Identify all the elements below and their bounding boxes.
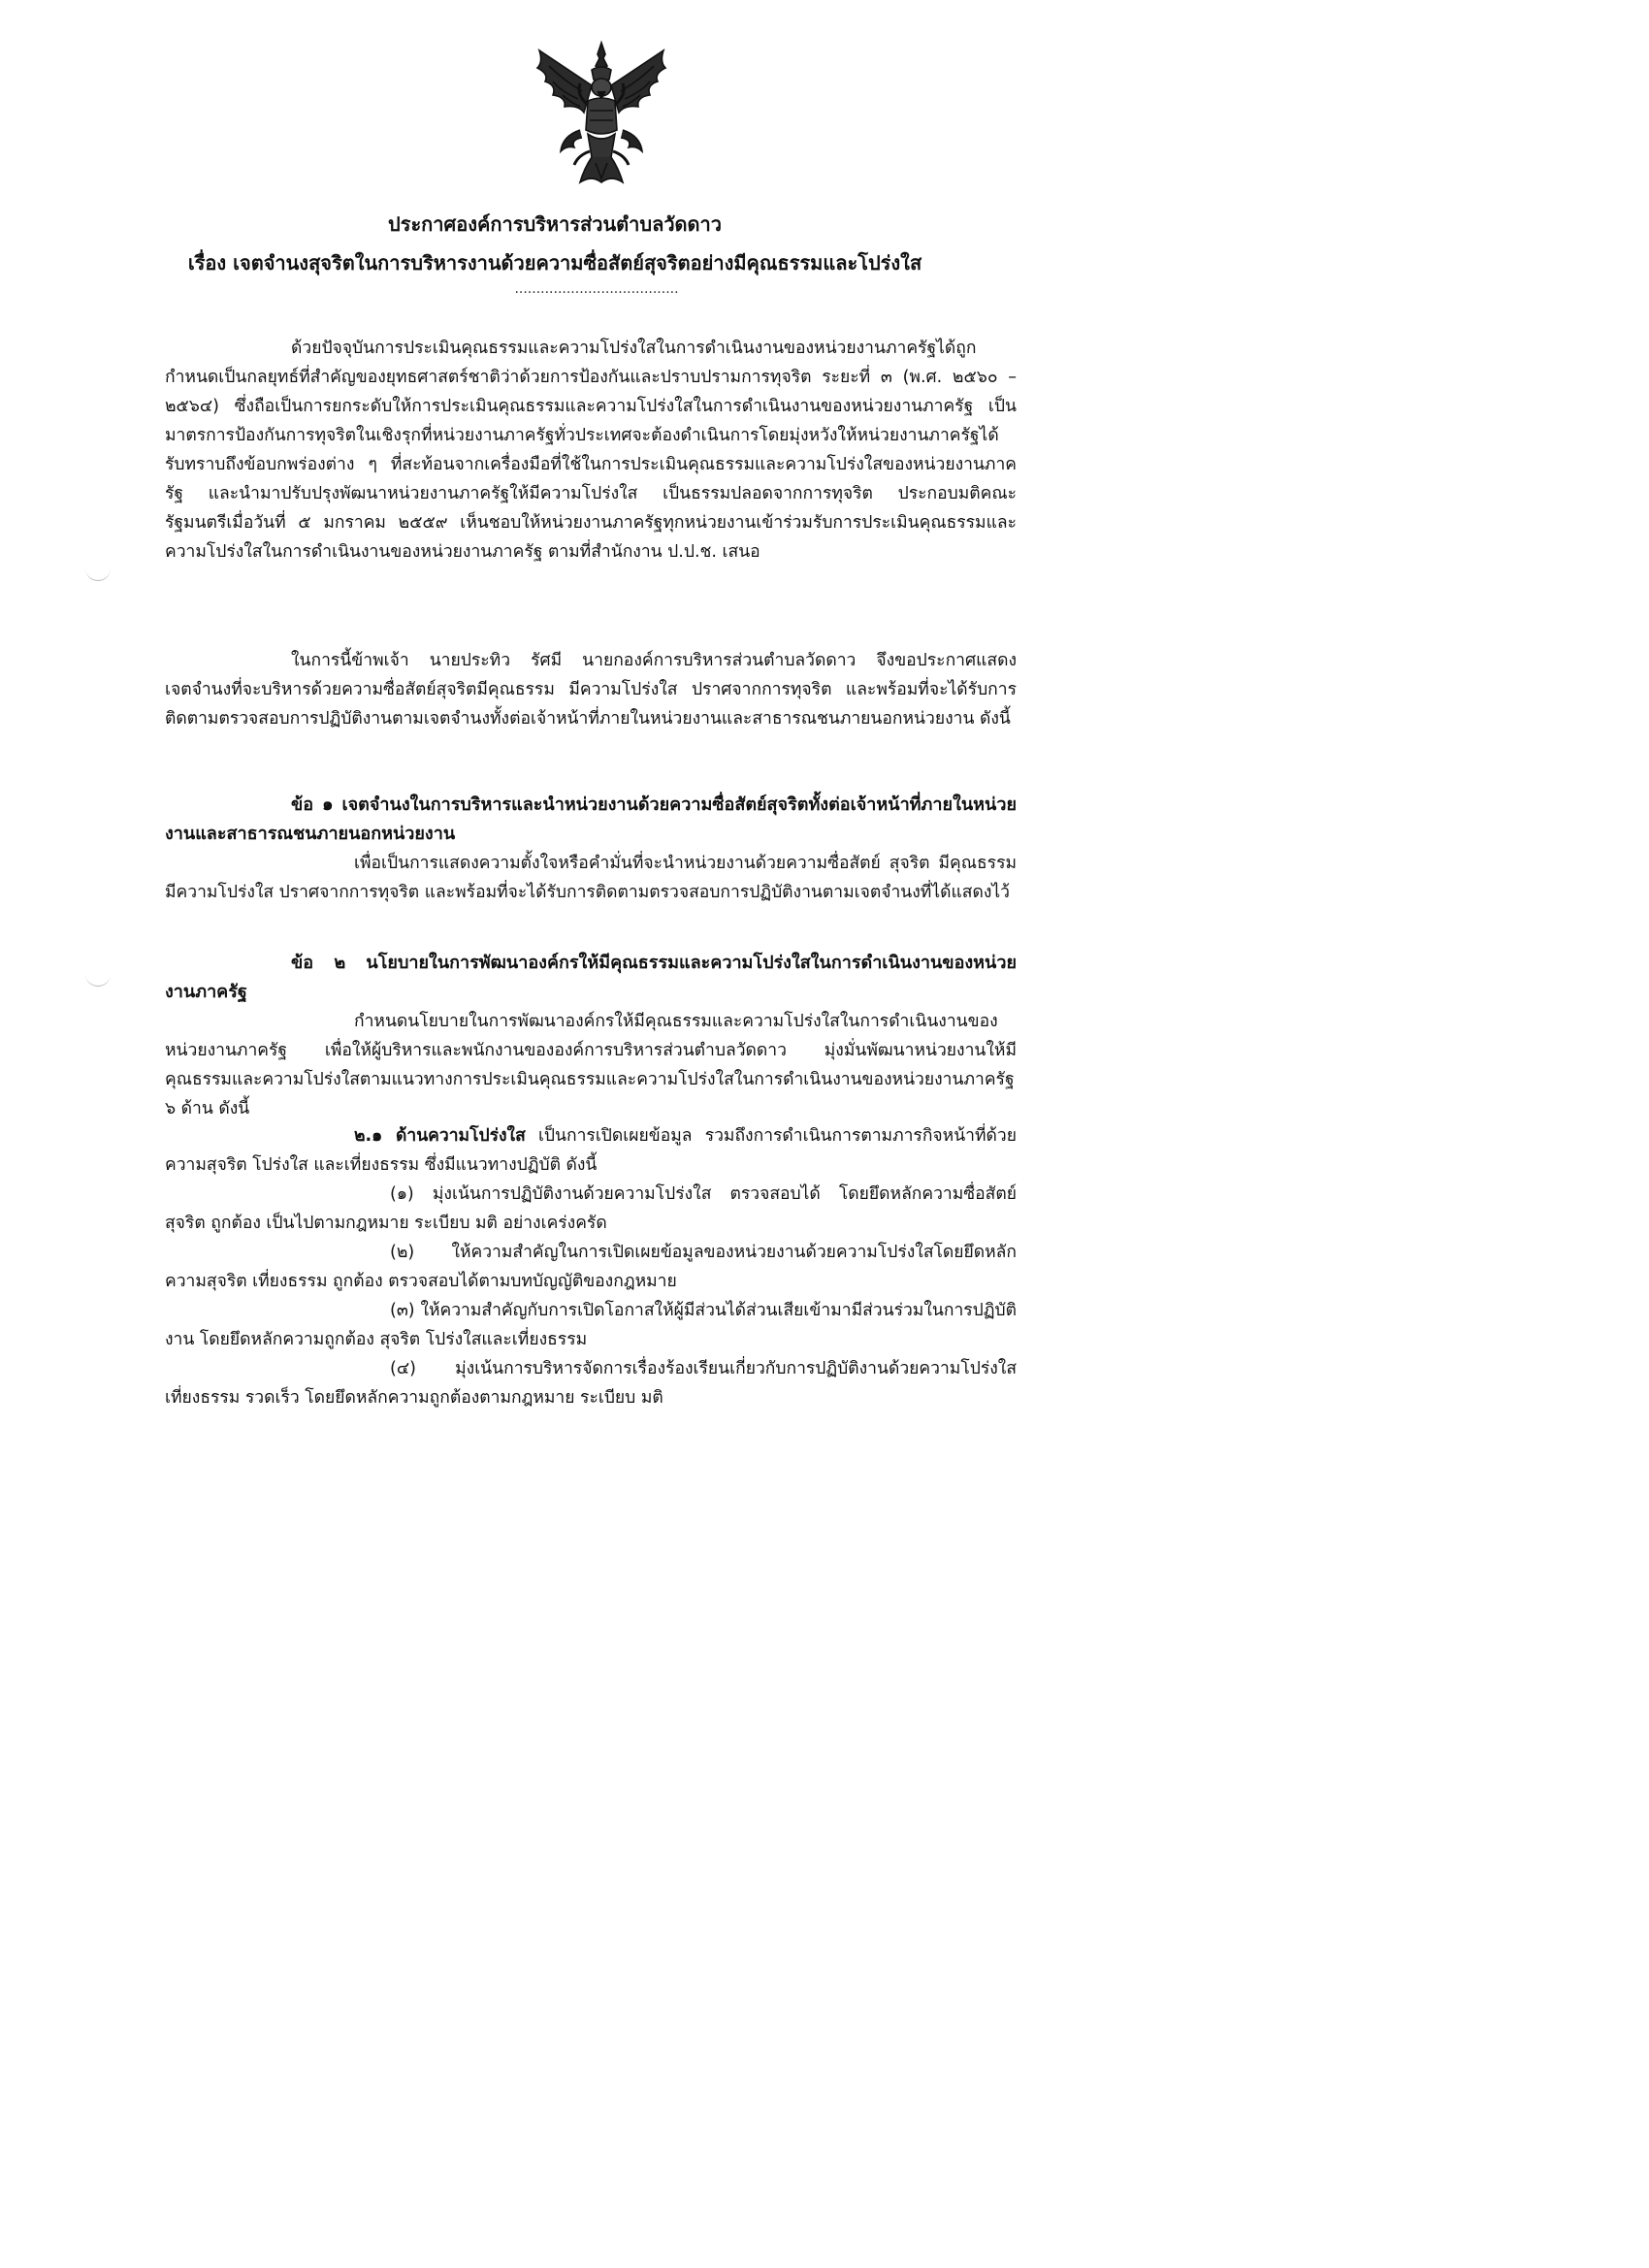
title-divider: ...................................... (514, 281, 679, 297)
sub-item-2-1 (165, 1121, 1017, 1180)
item-1-text: เพื่อเป็นการแสดงความตั้งใจหรือคำมั่นที่จะนำหน่วยงานด้วยความซื่อสัตย์ สุจริต มีคุณธรรม มีความโปร่งใส ปราศจากการทุจริต และพร้อมที่จะได้รับการติดตามตรวจสอบการปฏิบัติงานตามเจตจำนงที่ได้แสดงไว้ (165, 854, 1017, 902)
point-3: (๓) ให้ความสำคัญกับการเปิดโอกาสให้ผู้มีส่วนได้ส่วนเสียเข้ามามีส่วนร่วมในการปฏิบัติงาน โดยยึดหลักความถูกต้อง สุจริต โปร่งใสและเที่ยงธรรม (165, 1301, 1017, 1349)
sub-item-2-1-text: เป็นการเปิดเผยข้อมูล รวมถึงการดำเนินการตามภารกิจหน้าที่ด้วยความสุจริต โปร่งใส และเที่ยงธรรม ซึ่งมีแนวทางปฏิบัติ ดังนี้ (165, 1126, 1017, 1175)
announcement-title: ประกาศองค์การบริหารส่วนตำบลวัดดาว (388, 212, 722, 236)
announcement-subject: เรื่อง เจตจำนงสุจริตในการบริหารงานด้วยความซื่อสัตย์สุจริตอย่างมีคุณธรรมและโปร่งใส (187, 251, 922, 275)
garuda-emblem-icon (524, 37, 679, 192)
sub-item-2-1-label: ๒.๑ ด้านความโปร่งใส (354, 1126, 526, 1146)
punch-hole-mark (85, 567, 111, 581)
declaration-paragraph: ในการนี้ข้าพเจ้า นายประทิว รัศมี นายกองค์การบริหารส่วนตำบลวัดดาว จึงขอประกาศแสดงเจตจำนงที่จะบริหารด้วยความซื่อสัตย์สุจริตมีคุณธรรม มีความโปร่งใส ปราศจากการทุจริต และพร้อมที่จะได้รับการติดตามตรวจสอบการปฏิบัติงานตามเจตจำนงทั้งต่อเจ้าหน้าที่ภายในหน่วยงานและสาธารณชนภายนอกหน่วยงาน ดังนี้ (165, 651, 1017, 729)
intro-paragraph: ด้วยปัจจุบันการประเมินคุณธรรมและความโปร่งใสในการดำเนินงานของหน่วยงานภาครัฐได้ถูกกำหนดเป็นกลยุทธ์ที่สำคัญของยุทธศาสตร์ชาติว่าด้วยการป้องกันและปราบปรามการทุจริต ระยะที่ ๓ (พ.ศ. ๒๕๖๐ – ๒๕๖๔) ซึ่งถือเป็นการยกระดับให้การประเมินคุณธรรมและความโปร่งใสในการดำเนินงานของหน่วยงานภาครัฐ เป็นมาตรการป้องกันการทุจริตในเชิงรุกที่หน่วยงานภาครัฐทั่วประเทศจะต้องดำเนินการโดยมุ่งหวังให้หน่วยงานภาครัฐได้รับทราบถึงข้อบกพร่องต่าง ๆ ที่สะท้อนจากเครื่องมือที่ใช้ในการประเมินคุณธรรมและความโปร่งใสของหน่วยงานภาครัฐ และนำมาปรับปรุงพัฒนาหน่วยงานภาครัฐให้มีความโปร่งใส เป็นธรรมปลอดจากการทุจริต ประกอบมติคณะรัฐมนตรีเมื่อวันที่ ๕ มกราคม ๒๕๕๙ เห็นชอบให้หน่วยงานภาครัฐทุกหน่วยงานเข้าร่วมรับการประเมินคุณธรรมและความโปร่งใสในการดำเนินงานของหน่วยงานภาครัฐ ตามที่สำนักงาน ป.ป.ช. เสนอ (165, 339, 1017, 562)
document-page (0, 0, 1110, 1526)
item-1-heading: ข้อ ๑ เจตจำนงในการบริหารและนำหน่วยงานด้วยความซื่อสัตย์สุจริตทั้งต่อเจ้าหน้าที่ภายในหน่วยงานและสาธารณชนภายนอกหน่วยงาน (165, 794, 1017, 844)
point-4: (๔) มุ่งเน้นการบริหารจัดการเรื่องร้องเรียนเกี่ยวกับการปฏิบัติงานด้วยความโปร่งใสเที่ยงธรรม รวดเร็ว โดยยึดหลักความถูกต้องตามกฎหมาย ระเบียบ มติ (165, 1359, 1017, 1408)
punch-hole-mark (85, 972, 111, 987)
item-2-heading: ข้อ ๒ นโยบายในการพัฒนาองค์กรให้มีคุณธรรมและความโปร่งใสในการดำเนินงานของหน่วยงานภาครัฐ (165, 953, 1017, 1002)
point-2: (๒) ให้ความสำคัญในการเปิดเผยข้อมูลของหน่วยงานด้วยความโปร่งใสโดยยึดหลักความสุจริต เที่ยงธรรม ถูกต้อง ตรวจสอบได้ตามบทบัญญัติของกฎหมาย (165, 1243, 1017, 1291)
item-2-text: กำหนดนโยบายในการพัฒนาองค์กรให้มีคุณธรรมและความโปร่งใสในการดำเนินงานของหน่วยงานภาครัฐ เพื่อให้ผู้บริหารและพนักงานขององค์การบริหารส่วนตำบลวัดดาว มุ่งมั่นพัฒนาหน่วยงานให้มีคุณธรรมและความโปร่งใสตามแนวทางการประเมินคุณธรรมและความโปร่งใสในการดำเนินงานของหน่วยงานภาครัฐ ๖ ด้าน ดังนี้ (165, 1012, 1017, 1118)
point-1: (๑) มุ่งเน้นการปฏิบัติงานด้วยความโปร่งใส ตรวจสอบได้ โดยยึดหลักความซื่อสัตย์ สุจริต ถูกต้อง เป็นไปตามกฎหมาย ระเบียบ มติ อย่างเคร่งครัด (165, 1184, 1017, 1233)
